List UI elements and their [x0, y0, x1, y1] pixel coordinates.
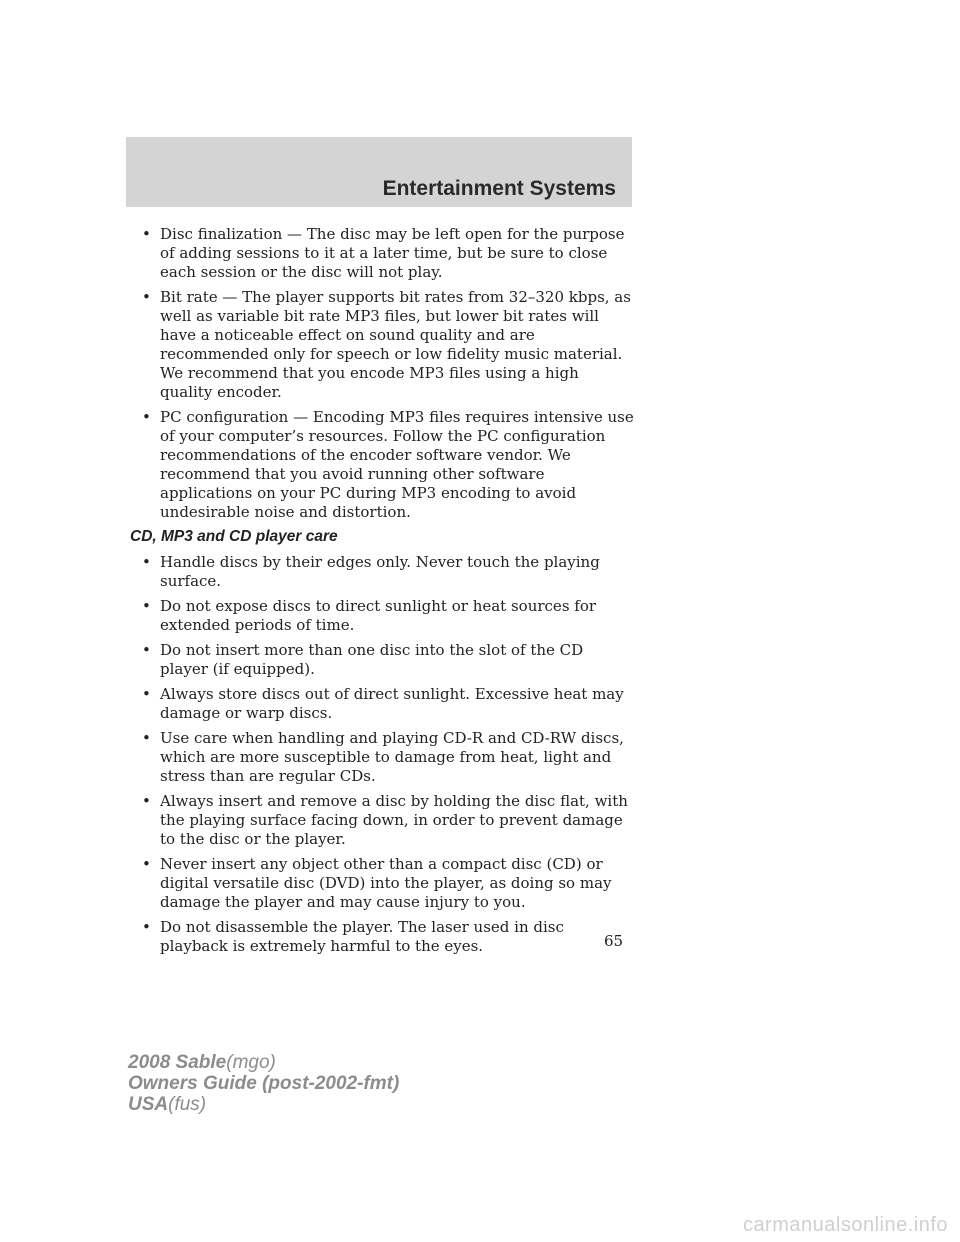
list-item: • PC configuration — Encoding MP3 files requires intensive use of your computer’s resources. Follow the PC configuration recommendations of the encoder software vendor. We recommend that you avoid running other software applications on your PC during MP3 encoding to avoid undesirable noise and distortion.	[142, 408, 634, 521]
list-item: • Do not insert more than one disc into the slot of the CD player (if equipped).	[142, 641, 584, 678]
footer-info	[128, 1052, 399, 1115]
bullet-list-mp3	[130, 225, 635, 522]
bullet-icon: •	[142, 641, 151, 659]
list-item: • Do not disassemble the player. The laser used in disc playback is extremely harmful to the eyes.	[142, 918, 564, 955]
bullet-icon: •	[142, 685, 151, 703]
list-item: • Always store discs out of direct sunlight. Excessive heat may damage or warp discs.	[142, 685, 624, 722]
bullet-icon: •	[142, 553, 151, 571]
list-item: • Use care when handling and playing CD-R and CD-RW discs, which are more susceptible to damage from heat, light and stress than are regular CDs.	[142, 729, 624, 785]
list-item: • Do not expose discs to direct sunlight or heat sources for extended periods of time.	[142, 597, 597, 634]
footer-line-guide: Owners Guide (post-2002-fmt)	[128, 1073, 400, 1094]
list-item: • Always insert and remove a disc by holding the disc flat, with the playing surface facing down, in order to prevent damage to the disc or the player.	[142, 792, 628, 848]
list-item: • Never insert any object other than a compact disc (CD) or digital versatile disc (DVD) into the player, as doing so may damage the player and may cause injury to you.	[142, 855, 612, 911]
header-band	[126, 137, 632, 207]
footer-line-market: USA(fus)	[128, 1094, 207, 1115]
section-title: Entertainment Systems	[382, 177, 616, 200]
bullet-icon: •	[142, 597, 151, 615]
footer-line-model: 2008 Sable(mgo)	[128, 1052, 276, 1073]
bullet-icon: •	[142, 792, 151, 810]
bullet-icon: •	[142, 225, 151, 243]
bullet-icon: •	[142, 288, 151, 306]
bullet-list-care	[130, 553, 635, 956]
watermark: carmanualsonline.info	[742, 1214, 948, 1236]
page-number: 65	[604, 932, 624, 950]
page-content	[130, 225, 635, 962]
section-heading: CD, MP3 and CD player care	[130, 528, 338, 545]
bullet-icon: •	[142, 729, 151, 747]
list-item: • Disc finalization — The disc may be left open for the purpose of adding sessions to it at a later time, but be sure to close each session or the disc will not play.	[142, 225, 625, 281]
bullet-icon: •	[142, 408, 151, 426]
list-item: • Handle discs by their edges only. Never touch the playing surface.	[142, 553, 600, 590]
bullet-icon: •	[142, 918, 151, 936]
list-item: • Bit rate — The player supports bit rates from 32–320 kbps, as well as variable bit rate MP3 files, but lower bit rates will have a noticeable effect on sound quality and are recommended only for speech or low fidelity music material. We recommend that you encode MP3 files using a high quality encoder.	[142, 288, 631, 401]
bullet-icon: •	[142, 855, 151, 873]
